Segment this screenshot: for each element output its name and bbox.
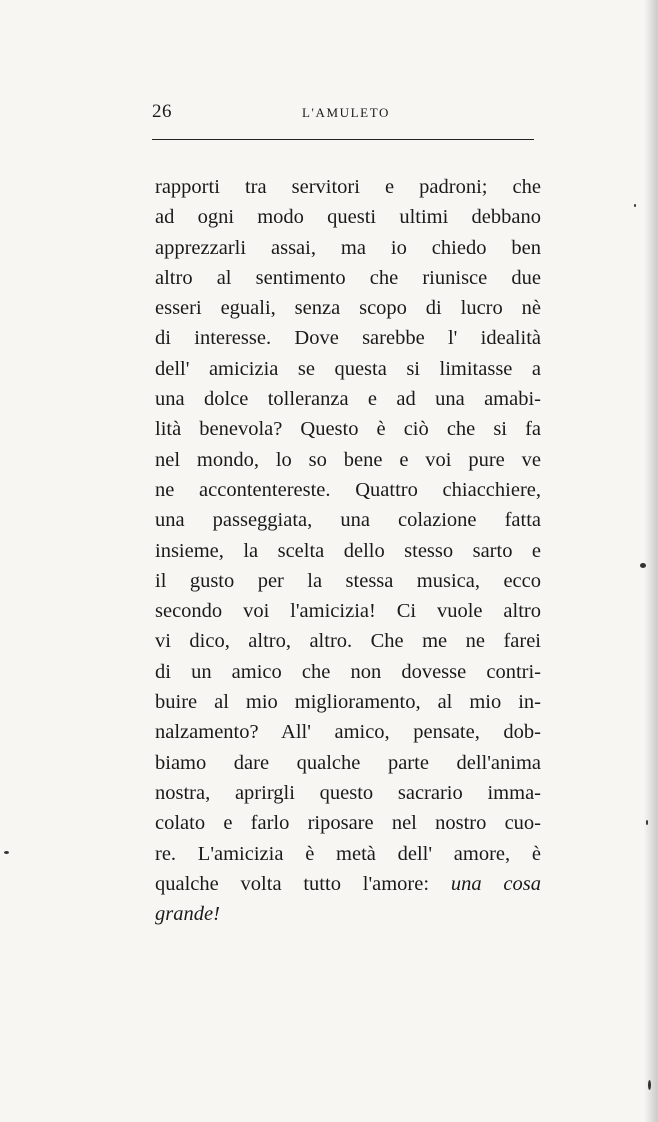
text-line: esseri eguali, senza scopo di lucro nè: [155, 297, 541, 320]
print-speck: [640, 563, 646, 568]
text-line: una dolce tolleranza e ad una amabi-: [155, 388, 541, 411]
body-text: [155, 172, 541, 929]
text-line: nel mondo, lo so bene e voi pure ve: [155, 448, 541, 471]
text-line: di un amico che non dovesse contri-: [155, 660, 541, 683]
text-line: apprezzarli assai, ma io chiedo ben: [155, 236, 541, 259]
text-line-final: [155, 899, 541, 929]
text-line-italic: grande!: [155, 903, 220, 926]
page-header: [152, 101, 534, 125]
text-line: nalzamento? All' amico, pensate, dob-: [155, 721, 541, 744]
text-line: lità benevola? Questo è ciò che si fa: [155, 418, 541, 441]
text-line-italic: una cosa: [450, 872, 542, 895]
text-line: re. L'amicizia è metà dell' amore, è: [155, 842, 541, 865]
text-line: ad ogni modo questi ultimi debbano: [155, 206, 541, 229]
text-line: colato e farlo riposare nel nostro cuo-: [155, 812, 541, 835]
header-rule: [152, 139, 534, 140]
text-line: rapporti tra servitori e padroni; che: [155, 176, 541, 198]
text-line: secondo voi l'amicizia! Ci vuole altro: [155, 600, 541, 623]
text-line: di interesse. Dove sarebbe l' idealità: [155, 327, 541, 350]
page-edge-shadow: [644, 0, 658, 1122]
text-line: vi dico, altro, altro. Che me ne farei: [155, 630, 541, 653]
print-speck: [634, 204, 636, 207]
text-line: il gusto per la stessa musica, ecco: [155, 569, 541, 592]
text-line: nostra, aprirgli questo sacrario imma-: [155, 781, 541, 804]
print-speck: [646, 820, 648, 825]
text-line: buire al mio miglioramento, al mio in-: [155, 691, 541, 714]
text-line: dell' amicizia se questa si limitasse a: [155, 357, 541, 380]
text-line: biamo dare qualche parte dell'anima: [155, 751, 541, 774]
text-line: [155, 869, 541, 899]
text-line: una passeggiata, una colazione fatta: [155, 509, 541, 532]
text-line: ne accontentereste. Quattro chiacchiere,: [155, 478, 541, 501]
text-line-roman: qualche volta tutto l'amore:: [155, 872, 451, 895]
text-line: insieme, la scelta dello stesso sarto e: [155, 539, 541, 562]
running-title: L'AMULETO: [302, 105, 390, 120]
page-number: 26: [152, 101, 172, 122]
print-speck: [4, 851, 9, 854]
print-speck: [648, 1080, 651, 1090]
text-line: altro al sentimento che riunisce due: [155, 266, 541, 289]
